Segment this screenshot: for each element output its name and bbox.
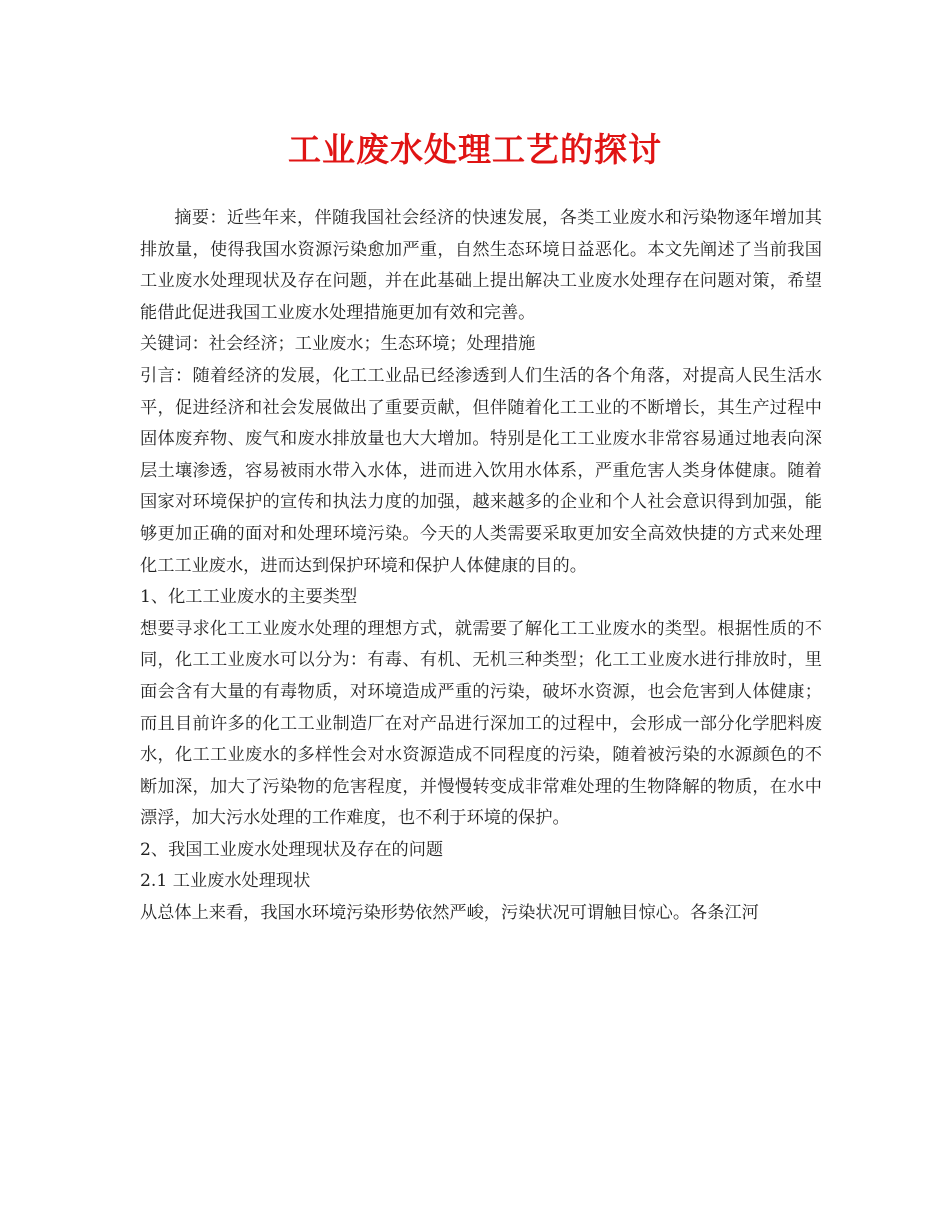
- document-body: [140, 203, 822, 930]
- body-paragraph: 从总体上来看，我国水环境污染形势依然严峻，污染状况可谓触目惊心。各条江河: [140, 903, 759, 924]
- abstract-paragraph: 摘要：近些年来，伴随我国社会经济的快速发展，各类工业废水和污染物逐年增加其排放量，使得我国水资源污染愈加严重，自然生态环境日益恶化。本文先阐述了当前我国工业废水处理现状及存在问题，并在此基础上提出解决工业废水处理存在问题对策，希望能借此促进我国工业废水处理措施更加有效和完善。: [140, 208, 822, 323]
- body-paragraph: 想要寻求化工工业废水处理的理想方式，就需要了解化工工业废水的类型。根据性质的不同，化工工业废水可以分为：有毒、有机、无机三种类型；化工工业废水进行排放时，里面会含有大量的有毒物质，对环境造成严重的污染，破坏水资源，也会危害到人体健康；而且目前许多的化工工业制造厂在对产品进行深加工的过程中，会形成一部分化学肥料废水，化工工业废水的多样性会对水资源造成不同程度的污染，随着被污染的水源颜色的不断加深，加大了污染物的危害程度，并慢慢转变成非常难处理的生物降解的物质，在水中漂浮，加大污水处理的工作难度，也不利于环境的保护。: [140, 618, 822, 829]
- keywords-paragraph: 关键词：社会经济；工业废水；生态环境；处理措施: [140, 334, 536, 355]
- introduction-paragraph: 引言：随着经济的发展，化工工业品已经渗透到人们生活的各个角落，对提高人民生活水平，促进经济和社会发展做出了重要贡献，但伴随着化工工业的不断增长，其生产过程中固体废弃物、废气和废水排放量也大大增加。特别是化工工业废水非常容易通过地表向深层土壤渗透，容易被雨水带入水体，进而进入饮用水体系，严重危害人类身体健康。随着国家对环境保护的宣传和执法力度的加强，越来越多的企业和个人社会意识得到加强，能够更加正确的面对和处理环境污染。今天的人类需要采取更加安全高效快捷的方式来处理化工工业废水，进而达到保护环境和保护人体健康的目的。: [140, 365, 822, 576]
- section-heading-2: 2、我国工业废水处理现状及存在的问题: [140, 839, 444, 860]
- document-title: 工业废水处理工艺的探讨: [288, 130, 662, 169]
- subsection-heading-2-1: 2.1 工业废水处理现状: [140, 871, 311, 892]
- section-heading-1: 1、化工工业废水的主要类型: [140, 587, 358, 608]
